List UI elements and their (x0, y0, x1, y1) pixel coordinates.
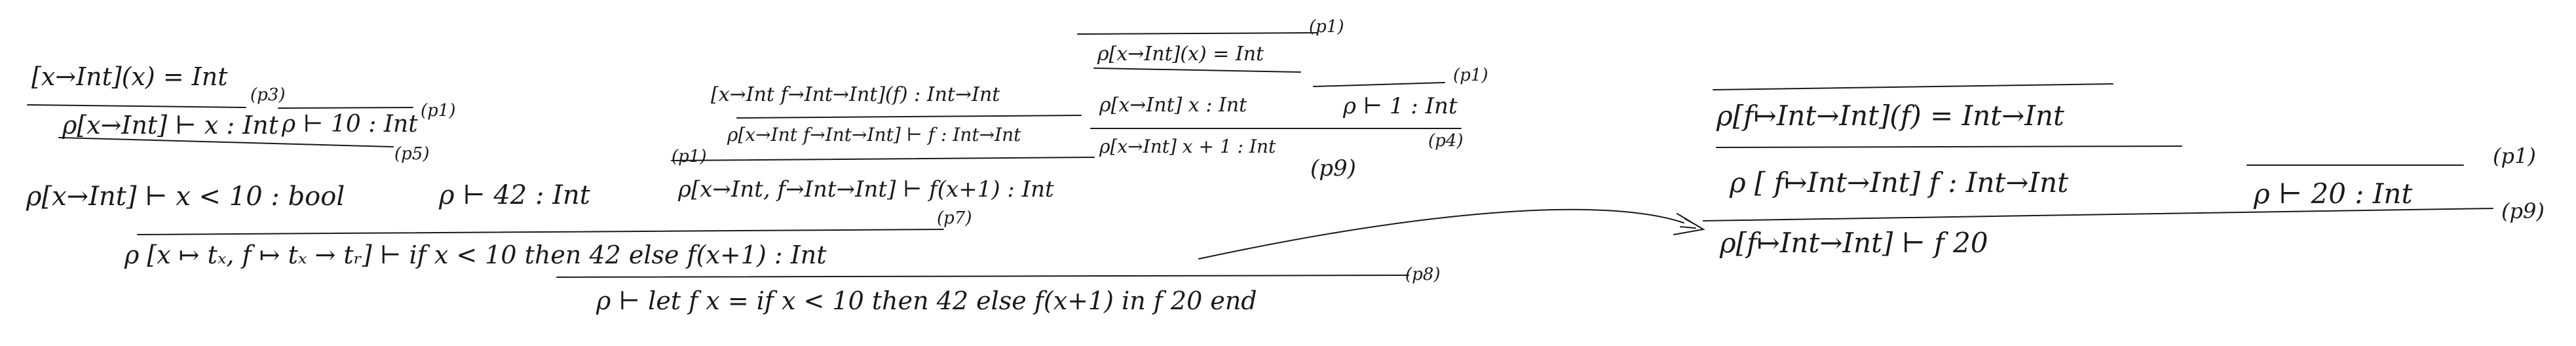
rule-bar-lit-1 (1314, 83, 1445, 86)
rule-bar-app (1703, 208, 2493, 221)
rule-bar-let (557, 275, 1409, 277)
rule-bar-f-lookup (1713, 84, 2113, 90)
judgement-lookup-f: ρ[f↦Int→Int](f) = Int→Int (1716, 100, 2064, 132)
rule-bar-lit-10 (278, 107, 413, 108)
connector-arrowhead (1674, 214, 1703, 235)
label-p1-lit-20: (p1) (2493, 144, 2536, 168)
judgement-lit-42: ρ ⊢ 42 : Int (439, 180, 590, 210)
judgement-var-f: ρ [ f↦Int→Int] f : Int→Int (1730, 166, 2069, 199)
label-p3: (p3) (250, 85, 286, 105)
rule-bar-var-f (1716, 146, 2182, 147)
label-p5: (p5) (394, 144, 430, 164)
label-p9-right: (p9) (2501, 199, 2545, 223)
judgement-lookup-x-mid: ρ[x→Int](x) = Int (1097, 43, 1264, 66)
judgement-lit-20: ρ ⊢ 20 : Int (2254, 178, 2413, 210)
label-p8: (p8) (1405, 265, 1441, 284)
judgement-lit-10: ρ ⊢ 10 : Int (282, 111, 418, 138)
judgement-cond: ρ[x→Int] ⊢ x < 10 : bool (26, 182, 345, 212)
label-p4: (p4) (1428, 131, 1464, 151)
label-p9-mid: (p9) (1310, 155, 1356, 182)
rule-bar-x-mid (1094, 68, 1300, 72)
judgement-app-mid: ρ[x→Int, f→Int→Int] ⊢ f(x+1) : Int (678, 176, 1054, 202)
judgement-lookup-f-mid: [x→Int f→Int→Int](f) : Int→Int (711, 83, 1000, 106)
rule-bar-app-mid (672, 157, 1094, 161)
rule-bar-f-mid (737, 115, 1081, 118)
label-p1-lit-42: (p1) (672, 147, 707, 166)
rule-bar-lookup-x (28, 105, 246, 107)
judgement-let: ρ ⊢ let f x = if x < 10 then 42 else f(x+1) in f 20 end (596, 286, 1257, 315)
judgement-plus-mid: ρ[x→Int] x + 1 : Int (1099, 136, 1276, 157)
rule-bar-if (138, 229, 943, 235)
label-p7: (p7) (937, 208, 972, 228)
judgement-if: ρ [x ↦ tₓ, f ↦ tₓ → tᵣ] ⊢ if x < 10 then 42 else f(x+1) : Int (124, 240, 827, 269)
judgement-lookup-x: [x→Int](x) = Int (31, 62, 228, 91)
label-p1-lit-10: (p1) (421, 101, 456, 121)
label-p1-top: (p1) (1309, 17, 1344, 37)
judgement-app-f20: ρ[f↦Int→Int] ⊢ f 20 (1720, 227, 1988, 259)
judgement-var-x: ρ[x→Int] ⊢ x : Int (62, 111, 278, 140)
rule-bar-top-mid (1078, 33, 1317, 34)
label-p1-lit-1: (p1) (1453, 66, 1488, 85)
judgement-var-x-mid: ρ[x→Int] x : Int (1099, 94, 1247, 117)
judgement-var-f-mid: ρ[x→Int f→Int→Int] ⊢ f : Int→Int (727, 124, 1021, 145)
connector-arc (1199, 210, 1684, 259)
judgement-lit-1: ρ ⊢ 1 : Int (1343, 93, 1458, 119)
